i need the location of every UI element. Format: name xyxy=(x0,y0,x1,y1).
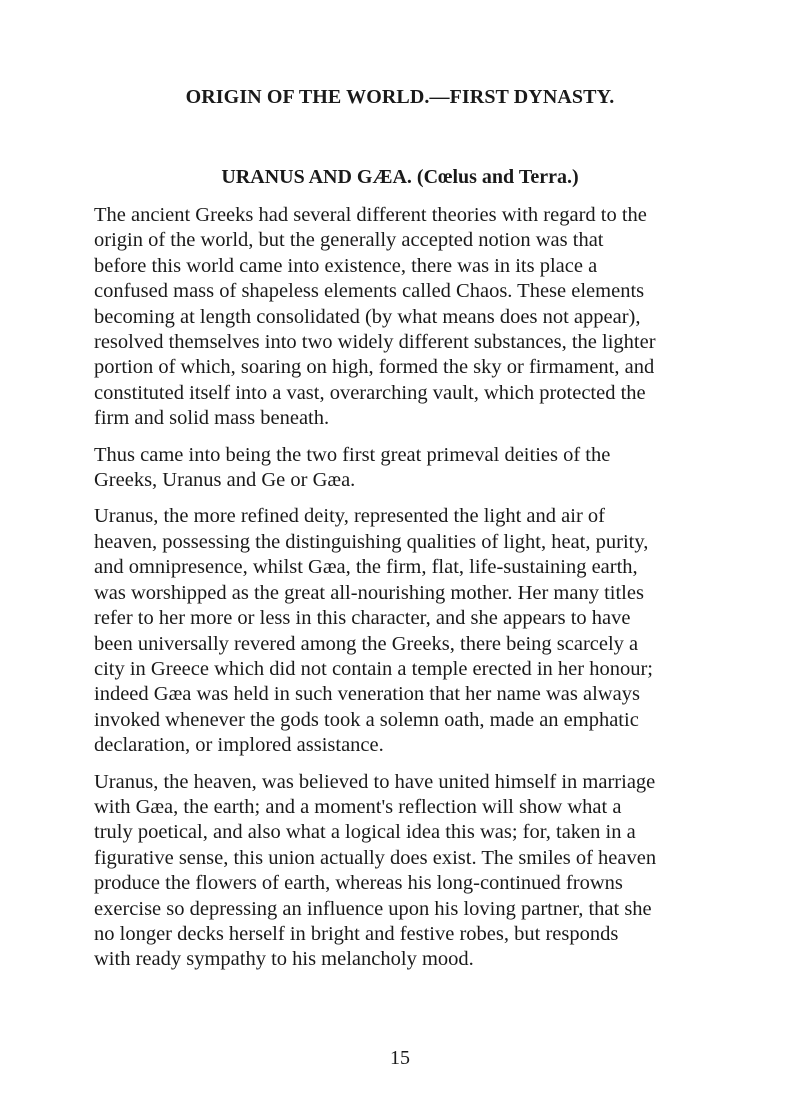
text-line: The ancient Greeks had several different theories with regard to the xyxy=(94,204,647,226)
text-line: produce the flowers of earth, whereas his long-continued frowns xyxy=(94,872,623,895)
section-title: URANUS AND GÆA. (Cœlus and Terra.) xyxy=(221,166,579,188)
text-line: invoked whenever the gods took a solemn oath, made an emphatic xyxy=(94,708,639,731)
body-text xyxy=(94,203,716,984)
text-line: Greeks, Uranus and Ge or Gæa. xyxy=(94,469,356,492)
text-line: truly poetical, and also what a logical idea this was; for, taken in a xyxy=(94,821,636,844)
text-line: declaration, or implored assistance. xyxy=(94,734,384,757)
text-line: been universally revered among the Greeks, there being scarcely a xyxy=(94,632,639,655)
page-number: 15 xyxy=(390,1047,410,1069)
text-line: figurative sense, this union actually does exist. The smiles of heaven xyxy=(94,846,657,869)
chapter-title: ORIGIN OF THE WORLD.—FIRST DYNASTY. xyxy=(185,86,615,108)
text-line: with Gæa, the earth; and a moment's reflection will show what a xyxy=(94,795,622,818)
text-line: was worshipped as the great all-nourishing mother. Her many titles xyxy=(94,581,644,604)
text-line: with ready sympathy to his melancholy mood. xyxy=(94,948,474,971)
text-line: Thus came into being the two first great primeval deities of the xyxy=(94,443,611,466)
text-line: portion of which, soaring on high, formed the sky or firmament, and xyxy=(94,356,655,379)
text-line: becoming at length consolidated (by what means does not appear), xyxy=(94,305,641,328)
text-line: heaven, possessing the distinguishing qualities of light, heat, purity, xyxy=(94,530,649,553)
text-line: city in Greece which did not contain a temple erected in her honour; xyxy=(94,657,653,680)
paragraph-2 xyxy=(94,443,716,494)
text-line: Uranus, the heaven, was believed to have united himself in marriage xyxy=(94,770,656,793)
text-line: Uranus, the more refined deity, represented the light and air of xyxy=(94,505,605,528)
text-line: before this world came into existence, there was in its place a xyxy=(94,254,598,277)
paragraph-1 xyxy=(94,203,716,432)
text-line: no longer decks herself in bright and festive robes, but responds xyxy=(94,922,619,945)
text-line: confused mass of shapeless elements called Chaos. These elements xyxy=(94,280,645,303)
text-line: constituted itself into a vast, overarching vault, which protected the xyxy=(94,381,646,404)
text-line: indeed Gæa was held in such veneration that her name was always xyxy=(94,683,640,706)
paragraph-3 xyxy=(94,504,716,758)
text-line: exercise so depressing an influence upon his loving partner, that she xyxy=(94,897,652,920)
text-line: resolved themselves into two widely different substances, the lighter xyxy=(94,331,656,354)
text-line: origin of the world, but the generally accepted notion was that xyxy=(94,229,604,252)
text-line: and omnipresence, whilst Gæa, the firm, flat, life-sustaining earth, xyxy=(94,556,638,579)
text-line: refer to her more or less in this character, and she appears to have xyxy=(94,607,631,630)
text-line: firm and solid mass beneath. xyxy=(94,407,330,430)
paragraph-4 xyxy=(94,770,716,973)
